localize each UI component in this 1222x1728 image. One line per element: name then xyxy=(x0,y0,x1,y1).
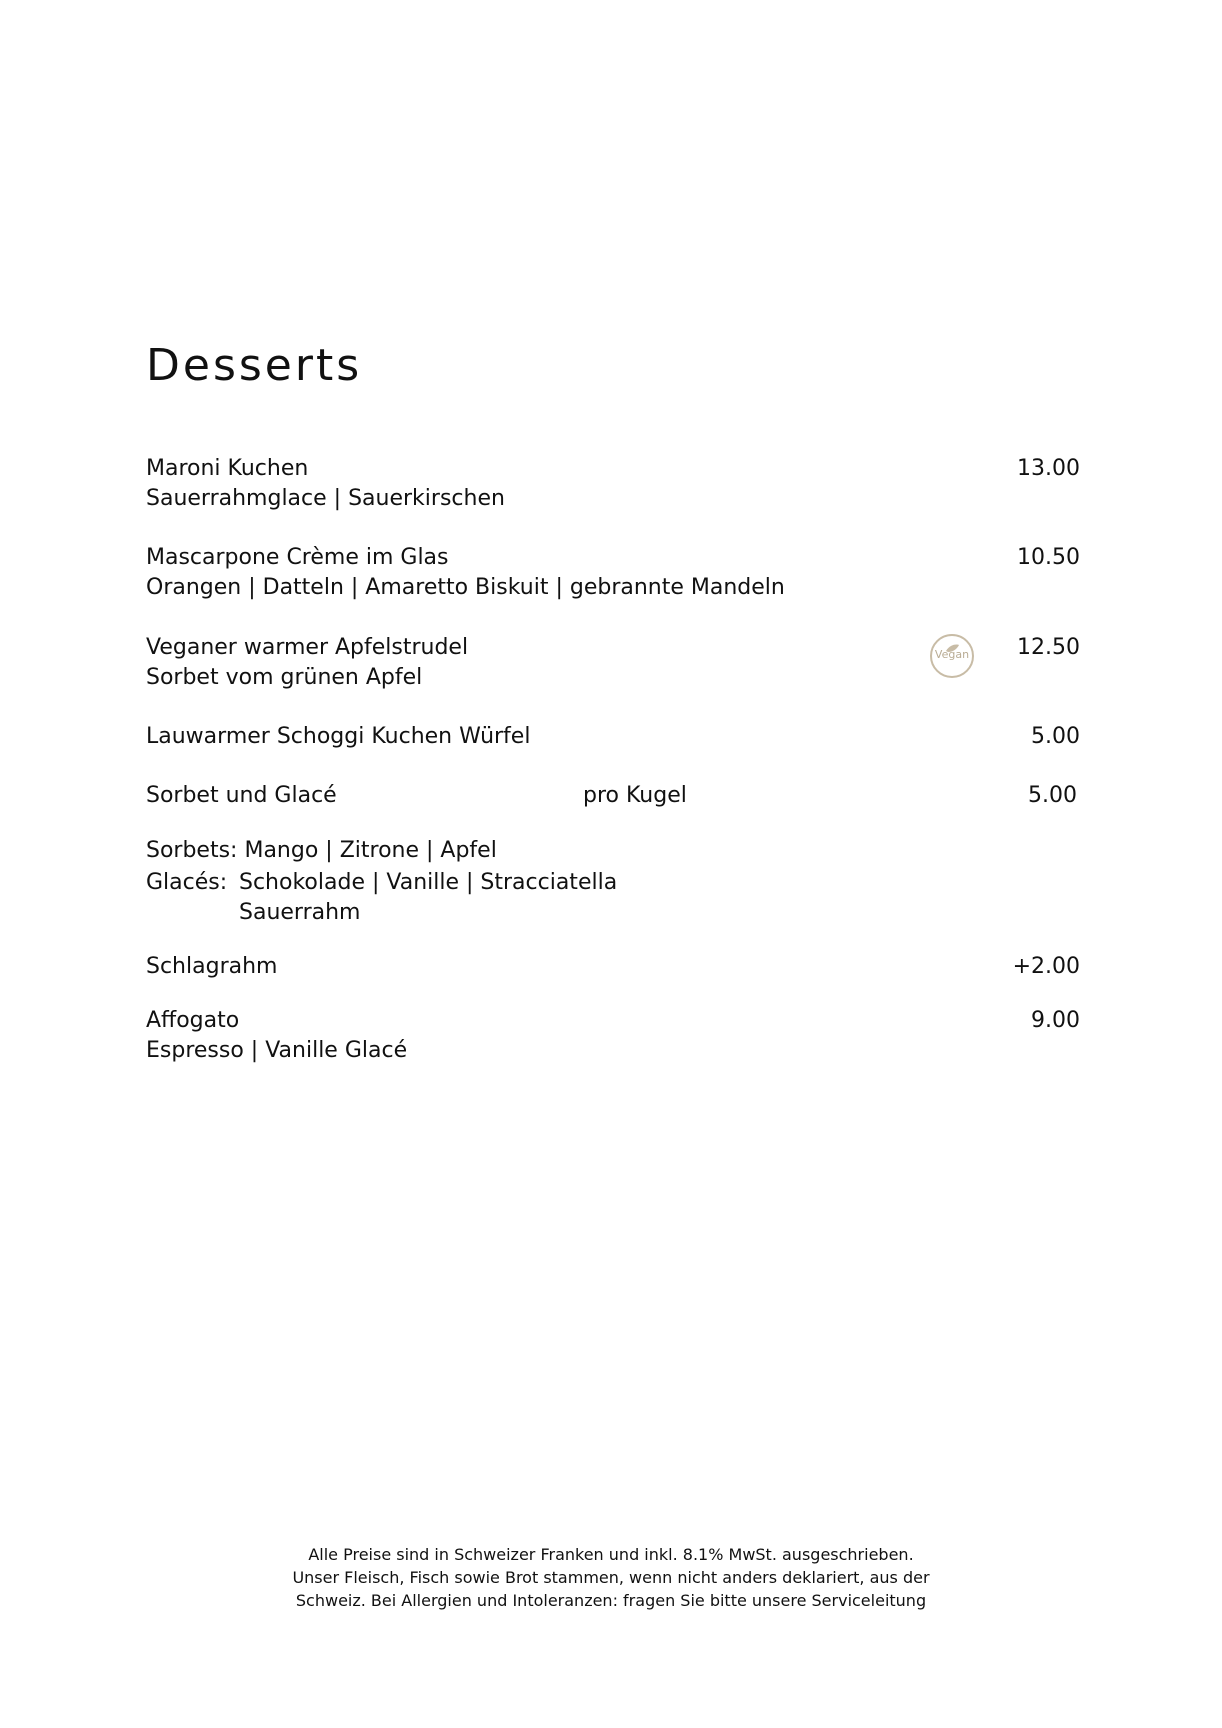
footer-line: Unser Fleisch, Fisch sowie Brot stammen, wenn nicht anders deklariert, aus der xyxy=(292,1568,930,1587)
item-price-schlagrahm: +2.00 xyxy=(1012,954,1080,979)
footer-line: Schweiz. Bei Allergien und Intoleranzen: fragen Sie bitte unsere Serviceleitung xyxy=(295,1591,927,1610)
item-price-apfelstrudel: 12.50 xyxy=(1017,635,1080,660)
page-title: Desserts xyxy=(146,340,363,391)
item-price-schoggi-kuchen: 5.00 xyxy=(1031,724,1080,749)
item-name-mascarpone: Mascarpone Crème im Glas xyxy=(146,545,449,570)
item-detail-apfelstrudel: Sorbet vom grünen Apfel xyxy=(146,665,423,690)
item-price-affogato: 9.00 xyxy=(1031,1008,1080,1033)
footer-line: Alle Preise sind in Schweizer Franken und inkl. 8.1% MwSt. ausgeschrieben. xyxy=(308,1545,914,1564)
item-unit-pro-kugel: pro Kugel xyxy=(583,783,687,808)
item-name-maroni-kuchen: Maroni Kuchen xyxy=(146,456,309,481)
item-detail-maroni-kuchen: Sauerrahmglace | Sauerkirschen xyxy=(146,486,505,511)
item-price-mascarpone: 10.50 xyxy=(1017,545,1080,570)
item-name-sorbet-glace: Sorbet und Glacé xyxy=(146,783,337,808)
item-detail-mascarpone: Orangen | Datteln | Amaretto Biskuit | gebrannte Mandeln xyxy=(146,575,785,600)
item-name-apfelstrudel: Veganer warmer Apfelstrudel xyxy=(146,635,469,660)
item-name-schlagrahm: Schlagrahm xyxy=(146,954,278,979)
item-name-schoggi-kuchen: Lauwarmer Schoggi Kuchen Würfel xyxy=(146,724,531,749)
item-detail-affogato: Espresso | Vanille Glacé xyxy=(146,1038,408,1063)
glaces-flavours-extra: Sauerrahm xyxy=(239,900,361,925)
sorbets-flavours: Sorbets: Mango | Zitrone | Apfel xyxy=(146,838,497,863)
glaces-flavours: Schokolade | Vanille | Stracciatella xyxy=(239,870,618,895)
item-price-sorbet-glace: 5.00 xyxy=(1028,783,1077,808)
footer-note xyxy=(260,1543,962,1612)
glaces-label: Glacés: xyxy=(146,870,228,895)
vegan-label: Vegan xyxy=(934,648,970,661)
item-name-affogato: Affogato xyxy=(146,1008,240,1033)
item-price-maroni-kuchen: 13.00 xyxy=(1017,456,1080,481)
